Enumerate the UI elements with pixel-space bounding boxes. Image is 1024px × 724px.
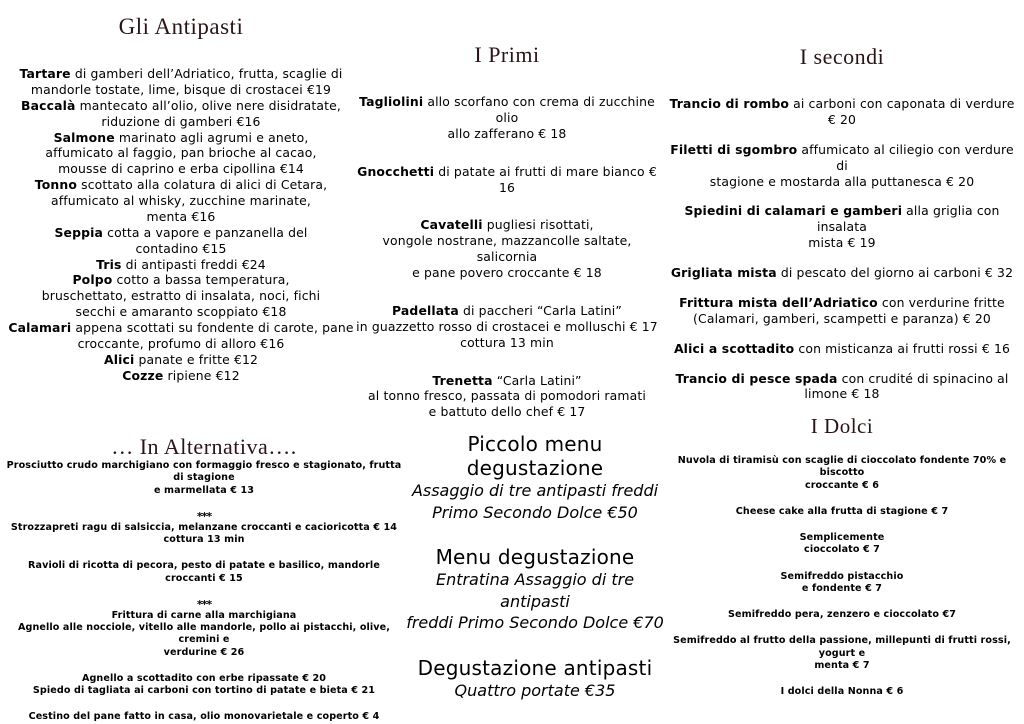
spacer (4, 697, 404, 711)
menu-line (666, 203, 1018, 235)
dish-name: Baccalà (20, 97, 76, 113)
menu-line (4, 673, 404, 685)
section-dolci (664, 414, 1020, 698)
dish-description: cottura 13 min (460, 334, 554, 350)
dish-description: (Calamari, gamberi, scampetti e paranza) € 20 (693, 310, 991, 326)
menu-line (664, 635, 1020, 660)
menu-line (352, 319, 662, 335)
antipasti-heading: Gli Antipasti (118, 14, 244, 39)
dish-name: Alici (103, 351, 135, 367)
dish-description: di ricotta di pecora, pesto di patate e basilico, mandorle croccanti € 15 (65, 560, 380, 584)
menu-line (666, 96, 1018, 128)
spacer (666, 189, 1018, 203)
menu-line (664, 455, 1020, 480)
dish-name: Ravioli (28, 560, 66, 572)
dish-name: Seppia (54, 224, 104, 240)
spacer (666, 327, 1018, 341)
section-antipasti (8, 14, 354, 384)
dish-description: di antipasti freddi €24 (121, 256, 266, 272)
menu-line (8, 352, 354, 368)
dish-description: stagione e mostarda alla puttanesca € 20 (709, 173, 975, 189)
dish-name: Frittura di carne alla marchigiana (111, 609, 297, 621)
dish-description: croccante, profumo di alloro €16 (77, 335, 285, 351)
dish-description: limone € 18 (804, 386, 880, 402)
menu-line (666, 341, 1018, 357)
section-primi (352, 42, 662, 420)
dish-description: Agnello alle nocciole, vitello alle mandorle, pollo ai pistacchi, olive, cremini e (17, 622, 391, 646)
dish-description: riduzione di gamberi €16 (101, 113, 261, 129)
menu-line (8, 145, 354, 161)
dish-description: Semifreddo pera, zenzero e cioccolato €7 (727, 609, 957, 621)
menu-line (8, 288, 354, 304)
dish-description: mandorle tostate, lime, bisque di crostacei €19 (30, 81, 332, 97)
spacer (666, 357, 1018, 371)
dish-description: con formaggio fresco e stagionato, frutta di stagione (169, 460, 402, 484)
dolci-item-list (664, 455, 1020, 698)
dish-description: menta € 7 (814, 659, 870, 671)
spacer (4, 585, 404, 599)
section-degustazione (404, 432, 666, 702)
dish-description: affumicato al whisky, zucchine marinate, (50, 193, 312, 208)
spacer (352, 142, 662, 164)
degustazione-title: Piccolo menu degustazione (466, 432, 604, 480)
menu-line (4, 647, 404, 659)
menu-line (666, 265, 1018, 281)
alternativa-item-list (4, 460, 404, 724)
menu-line (8, 257, 354, 273)
dish-description: e battuto dello chef € 17 (428, 404, 586, 420)
menu-line (8, 177, 354, 193)
menu-line (352, 265, 662, 281)
section-divider: *** (196, 509, 212, 523)
menu-line (8, 368, 354, 384)
dish-name: Calamari (8, 320, 72, 335)
secondi-heading: I secondi (799, 44, 885, 69)
menu-line (664, 660, 1020, 672)
dish-description: panate e fritte €12 (134, 351, 259, 367)
menu-line (666, 371, 1018, 387)
dish-description: cotto a bassa temperatura, (112, 272, 290, 288)
menu-line (664, 506, 1020, 518)
menu-line (352, 94, 662, 126)
dish-description: ragu di salsiccia, melanzane croccanti e cacioricotta € 14 (78, 521, 398, 533)
menu-line (4, 485, 404, 497)
degustazione-line: Primo Secondo Dolce €50 (432, 502, 638, 522)
dish-name: Trancio di pesce spada (675, 370, 838, 386)
menu-line (666, 235, 1018, 251)
menu-line (664, 609, 1020, 621)
spacer (404, 523, 666, 545)
section-secondi (666, 44, 1018, 402)
degustazione-menu-list (404, 432, 666, 702)
spacer (666, 281, 1018, 295)
menu-line (352, 404, 662, 420)
dish-name: Spiedini di calamari e gamberi (684, 203, 903, 219)
dish-description: contadino €15 (135, 240, 227, 256)
dish-description: bruschettato, estratto di insalata, noci, fichi (41, 288, 321, 304)
dish-name: Trenetta (432, 372, 493, 388)
dish-description: Nuvola di tiramisù con scaglie di cioccolato fondente 70% e biscotto (677, 455, 1007, 479)
spacer (4, 546, 404, 560)
dish-description: con tortino di patate e bieta € 21 (188, 685, 376, 697)
menu-line (352, 388, 662, 404)
dish-description: mista € 19 (808, 235, 876, 251)
menu-line (8, 272, 354, 288)
menu-line (664, 480, 1020, 492)
dish-description: di paccheri “Carla Latini” (458, 302, 622, 318)
dish-name: Tonno (34, 177, 77, 193)
spacer (352, 281, 662, 303)
spacer (664, 557, 1020, 571)
spacer (352, 195, 662, 217)
menu-line (4, 560, 404, 585)
menu-line (352, 164, 662, 196)
degustazione-title: Degustazione antipasti (417, 655, 653, 680)
menu-line (352, 217, 662, 233)
menu-line (4, 622, 404, 647)
dish-description: affumicato al faggio, pan brioche al cacao, (45, 145, 317, 161)
dish-description: ai carboni con caponata di verdure € 20 (789, 96, 1015, 127)
menu-line (666, 295, 1018, 311)
menu-line (8, 82, 354, 98)
dish-name: Tartare (19, 66, 71, 81)
dish-description: con verdurine fritte (877, 294, 1005, 310)
menu-line (4, 534, 404, 546)
primi-heading: I Primi (474, 42, 540, 67)
dish-description: e marmellata € 13 (153, 484, 255, 496)
menu-line (8, 225, 354, 241)
dish-description: I dolci della Nonna € 6 (780, 686, 904, 698)
dish-description: mantecato all’olio, olive nere disidratate, (75, 97, 342, 113)
spacer (404, 634, 666, 656)
dish-description: allo zafferano € 18 (447, 125, 567, 141)
spacer (664, 518, 1020, 532)
dish-description: cottura 13 min (163, 534, 245, 546)
spacer (664, 621, 1020, 635)
menu-line (352, 126, 662, 142)
dish-description: allo scorfano con crema di zucchine olio (423, 94, 655, 125)
dish-description: verdurine € 26 (163, 646, 245, 658)
spacer (4, 497, 404, 511)
menu-line (8, 304, 354, 320)
spacer (664, 492, 1020, 506)
spacer (352, 351, 662, 373)
spacer (664, 595, 1020, 609)
dish-name: Tagliolini (359, 94, 424, 109)
dish-description: pugliesi risottati, (482, 217, 594, 233)
menu-line (666, 386, 1018, 402)
menu-line (664, 544, 1020, 556)
alternativa-heading: … In Alternativa…. (111, 434, 297, 459)
dish-description: Semifreddo al frutto della passione, millepunti di frutti rossi, yogurt e (673, 635, 1011, 659)
dish-description: e fondente € 7 (801, 582, 883, 594)
dish-description: ripiene €12 (163, 367, 240, 383)
menu-line (666, 311, 1018, 327)
degustazione-title: Menu degustazione (435, 545, 635, 570)
menu-line (8, 130, 354, 146)
dish-name: Padellata (392, 302, 459, 318)
dish-name: Alici a scottadito (673, 340, 795, 356)
antipasti-item-list (8, 66, 354, 384)
menu-line (352, 233, 662, 265)
dish-description: secchi e amaranto scoppiato €18 (75, 304, 287, 320)
menu-line (8, 209, 354, 225)
secondi-item-list (666, 96, 1018, 402)
dish-description: di patate ai frutti di mare bianco € 16 (434, 163, 657, 195)
menu-line (664, 583, 1020, 595)
dish-description: “Carla Latini” (492, 372, 582, 388)
menu-line (352, 373, 662, 389)
dish-description: croccante € 6 (804, 479, 880, 491)
dish-name: Cavatelli (420, 217, 483, 233)
menu-line (8, 98, 354, 114)
dish-description: vongole nostrane, mazzancolle saltate, salicornia (382, 233, 632, 265)
section-divider: *** (196, 597, 212, 611)
menu-line (664, 532, 1020, 544)
dish-name: Filetti di sgombro (670, 141, 798, 157)
dish-description: scottato alla colatura di alici di Cetara, (77, 177, 328, 193)
section-alternativa (4, 434, 404, 724)
spacer (666, 251, 1018, 265)
dish-name: Strozzapreti (10, 521, 79, 533)
dish-description: affumicato al ciliegio con verdure di (797, 141, 1014, 173)
dish-description: di gamberi dell’Adriatico, frutta, scaglie di (70, 66, 343, 81)
menu-line (4, 460, 404, 485)
dish-name: Spiedo di tagliata ai carboni (32, 685, 189, 697)
menu-line (4, 711, 404, 723)
spacer (666, 128, 1018, 142)
dish-description: con erbe ripassate € 20 (192, 672, 327, 684)
dish-description: marinato agli agrumi e aneto, (114, 129, 309, 145)
dish-name: Polpo (72, 272, 113, 288)
dish-description: menta €16 (146, 208, 216, 224)
dish-name: Cozze (122, 367, 164, 383)
dish-description: Cestino del pane fatto in casa, olio monovarietale e coperto € 4 (28, 711, 380, 723)
spacer (664, 672, 1020, 686)
degustazione-line: Quattro portate €35 (454, 680, 616, 700)
menu-line (664, 686, 1020, 698)
dolci-heading: I Dolci (810, 414, 874, 438)
menu-line (666, 142, 1018, 174)
menu-line (4, 685, 404, 697)
dish-description: alla griglia con insalata (816, 203, 1000, 235)
dish-description: al tonno fresco, passata di pomodori ramati (368, 388, 646, 404)
degustazione-line: freddi Primo Secondo Dolce €70 (406, 613, 664, 633)
dish-description: di pescato del giorno ai carboni € 32 (776, 265, 1014, 280)
dish-name: Frittura mista dell’Adriatico (679, 294, 878, 310)
spacer (4, 659, 404, 673)
dish-description: e pane povero croccante € 18 (412, 265, 602, 280)
dish-description: con crudité di spinacino al (837, 370, 1009, 386)
degustazione-line: Entratina Assaggio di tre antipasti (435, 570, 635, 611)
primi-item-list (352, 94, 662, 420)
dish-name: Agnello a scottadito (81, 672, 193, 684)
menu-line (352, 303, 662, 319)
dish-name: Tris (96, 256, 122, 272)
dish-description: Cheese cake alla frutta di stagione € 7 (735, 505, 949, 517)
degustazione-line: Assaggio di tre antipasti freddi (411, 481, 659, 500)
menu-line (666, 174, 1018, 190)
dish-description: cioccolato € 7 (804, 544, 880, 556)
dish-description: Semplicemente (799, 532, 885, 544)
dish-description: Semifreddo pistacchio (780, 570, 904, 582)
dish-description: in guazzetto rosso di crostacei e molluschi € 17 (356, 318, 658, 334)
dish-name: Prosciutto crudo marchigiano (6, 460, 170, 471)
menu-line (4, 610, 404, 622)
menu-line (8, 336, 354, 352)
dish-name: Gnocchetti (357, 163, 435, 179)
menu-line (8, 193, 354, 209)
dish-description: con misticanza ai frutti rossi € 16 (794, 340, 1011, 356)
menu-line (8, 320, 354, 336)
menu-line (8, 241, 354, 257)
dish-description: mousse di caprino e erba cipollina €14 (58, 161, 304, 177)
dish-description: cotta a vapore e panzanella del (103, 224, 308, 240)
menu-line (8, 161, 354, 177)
menu-line (664, 571, 1020, 583)
dish-description: appena scottati su fondente di carote, pane (71, 320, 354, 335)
menu-line (8, 66, 354, 82)
dish-name: Trancio di rombo (669, 96, 790, 111)
menu-line (8, 114, 354, 130)
menu-line (4, 522, 404, 534)
dish-name: Salmone (53, 129, 115, 145)
menu-line (352, 335, 662, 351)
dish-name: Grigliata mista (670, 265, 777, 280)
